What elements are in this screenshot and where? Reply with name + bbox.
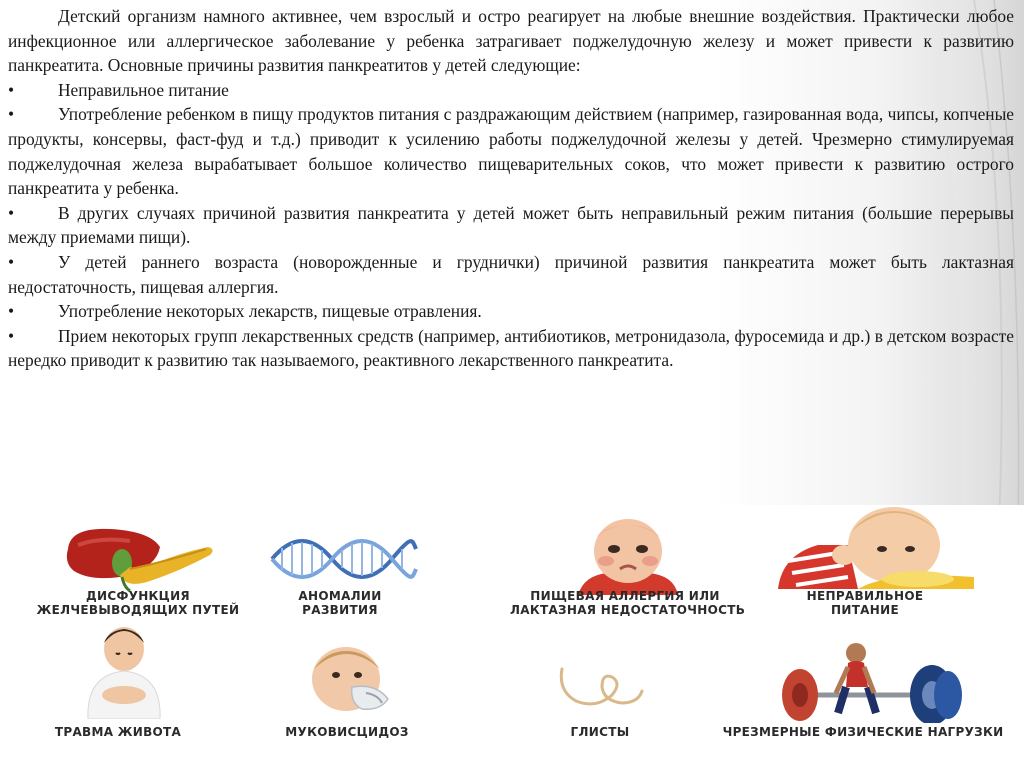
- caption-line: ПИТАНИЕ: [831, 603, 899, 617]
- intro-paragraph: Детский организм намного активнее, чем взрослый и остро реагирует на любые внешние воздействия. Практически любое инфекционное или аллергическое заболевание у ребенка затрагивает поджелудочную железу и может привести к развитию панкреатита. Основные причины развития панкреатитов у детей следующие:: [8, 6, 1014, 76]
- caption-allergy: [510, 589, 746, 617]
- liver-pancreas-icon: [60, 519, 220, 599]
- caption-line: РАЗВИТИЯ: [302, 603, 378, 617]
- bullet-marker: •: [8, 251, 15, 272]
- caption-line: НЕПРАВИЛЬНОЕ: [806, 589, 924, 603]
- bullet-item: [8, 299, 1014, 324]
- baby-inhaler-icon: [306, 643, 390, 713]
- bullet-item: [8, 78, 1014, 103]
- bullet-marker: •: [8, 301, 15, 322]
- causes-infographic: [0, 505, 1024, 767]
- bullet-text: У детей раннего возраста (новорожденные и груднички) причиной развития панкреатита может быть лактазная недостаточность, пищевая аллергия.: [8, 251, 1014, 297]
- caption-anomaly: [275, 589, 405, 617]
- eating-child-icon: [778, 505, 974, 589]
- bullet-marker: •: [8, 202, 15, 223]
- bullet-marker: •: [8, 79, 15, 100]
- worm-icon: [556, 661, 646, 715]
- bullet-text: Употребление некоторых лекарств, пищевые отравления.: [58, 301, 482, 322]
- dna-helix-icon: [268, 535, 418, 583]
- bullet-item: [8, 250, 1014, 299]
- bullet-text: Прием некоторых групп лекарственных средств (например, антибиотиков, метронидазола, фуросемида и др.) в детском возрасте нередко приводит к развитию так называемого, реактивного лекарственного панкреатита.: [8, 325, 1014, 371]
- caption-line: ДИСФУНКЦИЯ: [86, 589, 190, 603]
- bullet-text: В других случаях причиной развития панкреатита у детей может быть неправильный режим питания (большие перерывы между приемами пищи).: [8, 202, 1014, 248]
- bullet-item: [8, 324, 1014, 373]
- caption-worms: ГЛИСТЫ: [570, 725, 630, 739]
- boy-stomach-ache-icon: [74, 623, 174, 719]
- bullet-text: Употребление ребенком в пищу продуктов питания с раздражающим действием (например, газированная вода, чипсы, копченые продукты, консервы, фаст-фуд и т.д.) приводит к усилению работы поджелудочной железы у детей. Чрезмерно стимулируемая поджелудочная железа вырабатывает большое количество пищеварительных соков, что может привести к развитию острого панкреатита у ребенка.: [8, 104, 1014, 199]
- caption-cf: МУКОВИСЦИДОЗ: [285, 725, 409, 739]
- bullet-item: [8, 201, 1014, 250]
- caption-exercise: ЧРЕЗМЕРНЫЕ ФИЗИЧЕСКИЕ НАГРУЗКИ: [722, 725, 1004, 739]
- bullet-item: [8, 102, 1014, 200]
- caption-line: АНОМАЛИИ: [298, 589, 382, 603]
- child-weightlifter-icon: [776, 637, 968, 723]
- caption-line: ЖЕЛЧЕВЫВОДЯЩИХ ПУТЕЙ: [36, 603, 240, 617]
- caption-line: ПИЩЕВАЯ АЛЛЕРГИЯ ИЛИ: [530, 589, 720, 603]
- bullet-text: Неправильное питание: [58, 79, 229, 100]
- main-text: [8, 4, 1014, 373]
- bullet-marker: •: [8, 104, 15, 125]
- caption-nutrition: [790, 589, 940, 617]
- caption-trauma: ТРАВМА ЖИВОТА: [54, 725, 182, 739]
- crying-baby-icon: [578, 515, 678, 595]
- caption-biliary: [28, 589, 248, 617]
- bullet-marker: •: [8, 325, 15, 346]
- caption-line: ЛАКТАЗНАЯ НЕДОСТАТОЧНОСТЬ: [510, 603, 746, 617]
